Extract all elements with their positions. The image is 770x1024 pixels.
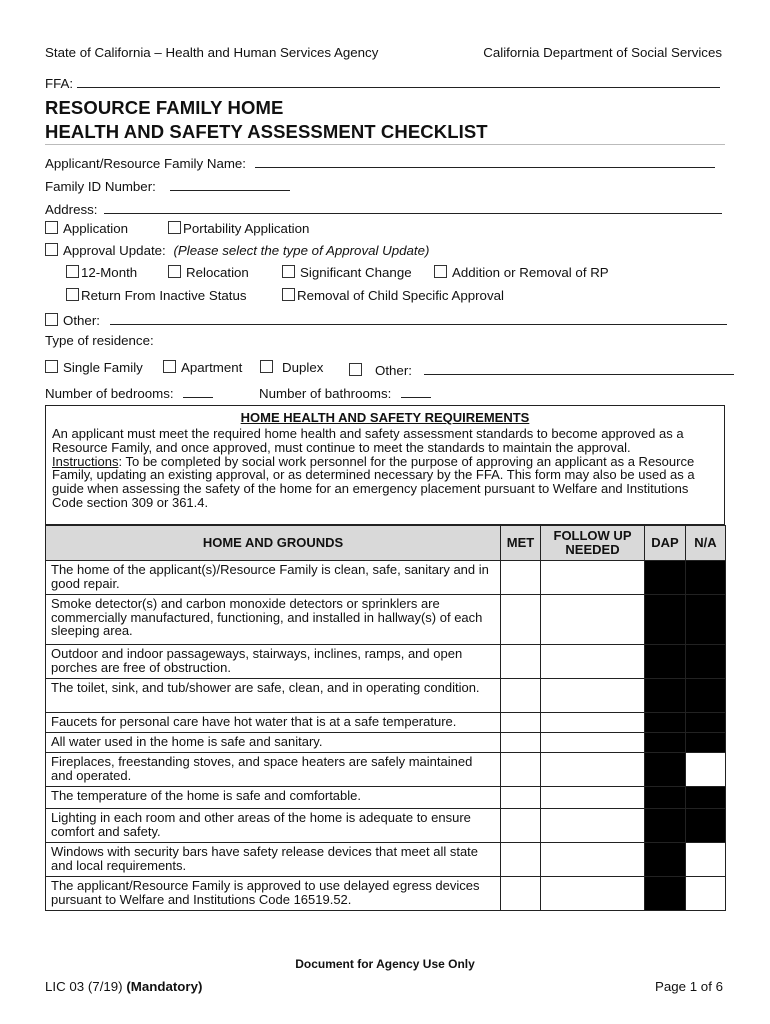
single-family-label: Single Family <box>63 360 143 375</box>
table-row <box>46 713 726 733</box>
form-id <box>45 979 202 994</box>
apartment-checkbox[interactable] <box>163 360 176 373</box>
address-field[interactable] <box>104 199 722 214</box>
na-cell-blocked <box>686 595 726 645</box>
follow-up-cell[interactable] <box>541 787 645 809</box>
na-cell-blocked <box>686 679 726 713</box>
other-checkbox[interactable] <box>45 313 58 326</box>
na-cell[interactable] <box>686 843 726 877</box>
follow-up-cell[interactable] <box>541 645 645 679</box>
instructions-label: Instructions <box>52 453 119 469</box>
table-row <box>46 733 726 753</box>
requirement-text: The toilet, sink, and tub/shower are safe, clean, and in operating condition. <box>46 679 501 713</box>
dap-cell-blocked <box>645 877 686 911</box>
na-cell-blocked <box>686 645 726 679</box>
portability-checkbox[interactable] <box>168 221 181 234</box>
follow-up-cell[interactable] <box>541 809 645 843</box>
met-cell[interactable] <box>501 877 541 911</box>
apartment-label: Apartment <box>181 360 243 375</box>
met-cell[interactable] <box>501 733 541 753</box>
na-cell-blocked <box>686 713 726 733</box>
bedrooms-label: Number of bedrooms: <box>45 386 174 401</box>
agency-header-right: California Department of Social Services <box>483 45 722 60</box>
form-title-line1: RESOURCE FAMILY HOME <box>45 97 284 118</box>
removal-child-label: Removal of Child Specific Approval <box>297 288 504 303</box>
applicant-label: Applicant/Resource Family Name: <box>45 156 247 171</box>
bedrooms-field[interactable] <box>183 383 213 398</box>
requirement-text: The temperature of the home is safe and comfortable. <box>46 787 501 809</box>
other-label: Other: <box>63 313 100 328</box>
residence-other-checkbox[interactable] <box>349 363 362 376</box>
address-label: Address: <box>45 202 98 217</box>
follow-up-cell[interactable] <box>541 713 645 733</box>
dap-cell-blocked <box>645 713 686 733</box>
family-id-field[interactable] <box>170 176 290 191</box>
met-cell[interactable] <box>501 713 541 733</box>
title-divider <box>45 144 725 145</box>
residence-other-field[interactable] <box>424 360 734 375</box>
single-family-checkbox[interactable] <box>45 360 58 373</box>
application-checkbox[interactable] <box>45 221 58 234</box>
addition-removal-checkbox[interactable] <box>434 265 447 278</box>
applicant-name-field[interactable] <box>255 153 715 168</box>
page-number: Page 1 of 6 <box>654 979 723 994</box>
na-cell[interactable] <box>686 877 726 911</box>
table-row <box>46 645 726 679</box>
duplex-label: Duplex <box>282 360 324 375</box>
table-row <box>46 679 726 713</box>
met-cell[interactable] <box>501 645 541 679</box>
follow-up-cell[interactable] <box>541 679 645 713</box>
requirements-intro: An applicant must meet the required home health and safety assessment standards to become approved as a Resource Family, and once approved, must continue to meet the standards to maintain the approval. <box>52 426 684 455</box>
requirement-text: The home of the applicant(s)/Resource Family is clean, safe, sanitary and in good repair. <box>46 561 501 595</box>
significant-change-label: Significant Change <box>300 265 412 280</box>
twelve-month-checkbox[interactable] <box>66 265 79 278</box>
follow-up-cell[interactable] <box>541 843 645 877</box>
application-label: Application <box>63 221 129 236</box>
table-header-row <box>46 526 726 561</box>
family-id-label: Family ID Number: <box>45 179 156 194</box>
met-cell[interactable] <box>501 843 541 877</box>
applicant-row <box>45 153 715 171</box>
requirement-text: Smoke detector(s) and carbon monoxide detectors or sprinklers are commercially manufactured, functioning, and installed in hallway(s) of each sleeping area. <box>46 595 501 645</box>
table-row <box>46 843 726 877</box>
family-id-row <box>45 176 290 194</box>
requirements-heading: HOME HEALTH AND SAFETY REQUIREMENTS <box>240 410 530 425</box>
met-cell[interactable] <box>501 809 541 843</box>
other-field[interactable] <box>110 310 727 325</box>
mandatory-label: (Mandatory) <box>126 979 203 994</box>
dap-cell-blocked <box>645 561 686 595</box>
column-header-na: N/A <box>686 526 726 561</box>
column-header-home-grounds: HOME AND GROUNDS <box>46 526 501 561</box>
residence-other-label: Other: <box>375 363 412 378</box>
dap-cell-blocked <box>645 753 686 787</box>
met-cell[interactable] <box>501 753 541 787</box>
na-cell-blocked <box>686 561 726 595</box>
ffa-field[interactable] <box>77 73 720 88</box>
form-number: LIC 03 (7/19) <box>45 979 123 994</box>
bathrooms-field[interactable] <box>401 383 431 398</box>
requirement-text: Outdoor and indoor passageways, stairways, inclines, ramps, and open porches are free of obstruction. <box>46 645 501 679</box>
bathrooms-label: Number of bathrooms: <box>259 386 392 401</box>
dap-cell-blocked <box>645 843 686 877</box>
form-title-line2: HEALTH AND SAFETY ASSESSMENT CHECKLIST <box>45 121 488 142</box>
removal-child-checkbox[interactable] <box>282 288 295 301</box>
home-grounds-table <box>45 525 726 911</box>
requirements-box <box>45 405 725 525</box>
significant-change-checkbox[interactable] <box>282 265 295 278</box>
approval-update-checkbox[interactable] <box>45 243 58 256</box>
dap-cell-blocked <box>645 809 686 843</box>
return-inactive-label: Return From Inactive Status <box>81 288 247 303</box>
ffa-label: FFA: <box>45 76 74 91</box>
column-header-dap: DAP <box>645 526 686 561</box>
dap-cell-blocked <box>645 733 686 753</box>
dap-cell-blocked <box>645 787 686 809</box>
agency-header-left: State of California – Health and Human Services Agency <box>45 45 379 60</box>
follow-up-cell[interactable] <box>541 595 645 645</box>
approval-update-label: Approval Update: <box>63 243 166 258</box>
requirement-text: Windows with security bars have safety release devices that meet all state and local requirements. <box>46 843 501 877</box>
address-row <box>45 199 722 217</box>
table-row <box>46 595 726 645</box>
twelve-month-label: 12-Month <box>81 265 138 280</box>
met-cell[interactable] <box>501 595 541 645</box>
follow-up-cell[interactable] <box>541 753 645 787</box>
met-cell[interactable] <box>501 561 541 595</box>
table-row <box>46 561 726 595</box>
requirement-text: The applicant/Resource Family is approved to use delayed egress devices pursuant to Welfare and Institutions Code 16519.52. <box>46 877 501 911</box>
dap-cell-blocked <box>645 645 686 679</box>
requirement-text: All water used in the home is safe and sanitary. <box>46 733 501 753</box>
column-header-follow-up: FOLLOW UP NEEDED <box>541 526 645 561</box>
follow-up-cell[interactable] <box>541 733 645 753</box>
ffa-row <box>45 73 720 91</box>
column-header-met: MET <box>501 526 541 561</box>
approval-update-note: (Please select the type of Approval Update) <box>173 243 430 258</box>
requirement-text: Fireplaces, freestanding stoves, and space heaters are safely maintained and operated. <box>46 753 501 787</box>
na-cell-blocked <box>686 787 726 809</box>
na-cell-blocked <box>686 809 726 843</box>
na-cell[interactable] <box>686 753 726 787</box>
addition-removal-label: Addition or Removal of RP <box>452 265 609 280</box>
instructions-text: : To be completed by social work personnel for the purpose of approving an applicant as a Resource Family, updating an existing approval, or as determined necessary by the FFA. This form may also be used as a guide when assessing the safety of the home for an emergency placement pursuant to Welfare and Institutions Code section 309 or 361.4. <box>52 453 695 510</box>
duplex-checkbox[interactable] <box>260 360 273 373</box>
agency-use-note: Document for Agency Use Only <box>295 957 475 971</box>
residence-type-label: Type of residence: <box>45 333 154 348</box>
na-cell-blocked <box>686 733 726 753</box>
relocation-label: Relocation <box>186 265 249 280</box>
dap-cell-blocked <box>645 679 686 713</box>
requirement-text: Lighting in each room and other areas of the home is adequate to ensure comfort and safety. <box>46 809 501 843</box>
follow-up-cell[interactable] <box>541 561 645 595</box>
met-cell[interactable] <box>501 787 541 809</box>
met-cell[interactable] <box>501 679 541 713</box>
table-row <box>46 809 726 843</box>
dap-cell-blocked <box>645 595 686 645</box>
follow-up-cell[interactable] <box>541 877 645 911</box>
requirements-instructions <box>46 455 724 510</box>
table-row <box>46 787 726 809</box>
portability-label: Portability Application <box>183 221 310 236</box>
relocation-checkbox[interactable] <box>168 265 181 278</box>
requirement-text: Faucets for personal care have hot water that is at a safe temperature. <box>46 713 501 733</box>
return-inactive-checkbox[interactable] <box>66 288 79 301</box>
table-row <box>46 753 726 787</box>
table-row <box>46 877 726 911</box>
